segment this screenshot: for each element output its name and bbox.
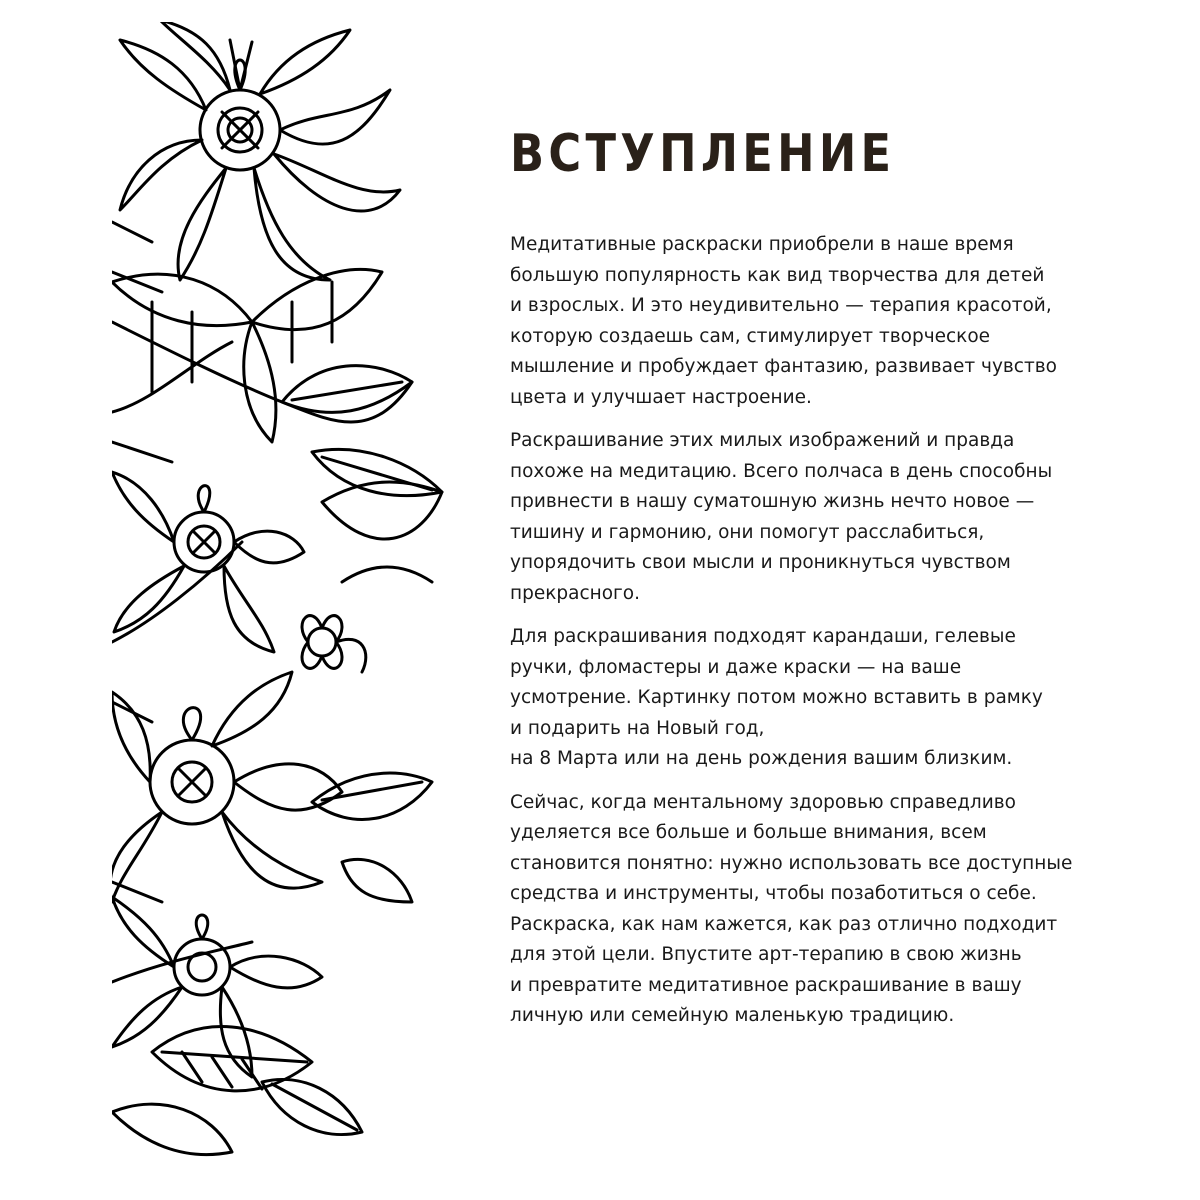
- text-line: и превратите медитативное раскрашивание в вашу: [510, 974, 1022, 996]
- text-line: Для раскрашивания подходят карандаши, гелевые: [510, 626, 1016, 647]
- text-line: прекрасного.: [510, 582, 640, 604]
- text-line: и взрослых. И это неудивительно — терапия красотой,: [510, 295, 1052, 316]
- text-line: привнести в нашу суматошную жизнь нечто новое —: [510, 491, 1035, 512]
- text-line: усмотрение. Картинку потом можно вставить в рамку: [510, 687, 1043, 708]
- text-line: на 8 Марта или на день рождения вашим близким.: [510, 748, 1013, 769]
- text-line: Медитативные раскраски приобрели в наше время: [510, 234, 1014, 255]
- paragraph-4: [510, 788, 1073, 1032]
- paragraph-3: [510, 622, 1070, 775]
- text-line: которую создаешь сам, стимулирует творческое: [510, 325, 991, 347]
- text-line: и подарить на Новый год,: [510, 717, 765, 739]
- text-line: ручки, фломастеры и даже краски — на ваше: [510, 656, 962, 678]
- text-line: уделяется все больше и больше внимания, всем: [510, 822, 987, 843]
- text-line: для этой цели. Впустите арт-терапию в свою жизнь: [510, 944, 1022, 965]
- floral-border-illustration: [112, 22, 452, 1170]
- floral-line-art-icon: [112, 22, 452, 1170]
- paragraph-2: [510, 426, 1070, 609]
- text-line: Раскраска, как нам кажется, как раз отлично подходит: [510, 913, 1058, 935]
- intro-text: [510, 230, 1073, 1045]
- text-line: упорядочить свои мысли и проникнуться чувством: [510, 552, 1011, 573]
- text-line: мышление и пробуждает фантазию, развивает чувство: [510, 356, 1057, 377]
- text-line: становится понятно: нужно использовать все доступные: [510, 852, 1073, 874]
- paragraph-1: [510, 230, 1070, 413]
- text-line: Раскрашивание этих милых изображений и правда: [510, 430, 1015, 451]
- text-line: похоже на медитацию. Всего полчаса в день способны: [510, 460, 1053, 482]
- text-line: большую популярность как вид творчества для детей: [510, 264, 1045, 286]
- text-line: Сейчас, когда ментальному здоровью справедливо: [510, 791, 1016, 813]
- text-line: цвета и улучшает настроение.: [510, 386, 812, 408]
- text-line: средства и инструменты, чтобы позаботиться о себе.: [510, 883, 1037, 904]
- text-line: тишину и гармонию, они помогут расслабиться,: [510, 521, 985, 543]
- text-line: личную или семейную маленькую традицию.: [510, 1005, 955, 1026]
- page-title: ВСТУПЛЕНИЕ: [510, 124, 896, 184]
